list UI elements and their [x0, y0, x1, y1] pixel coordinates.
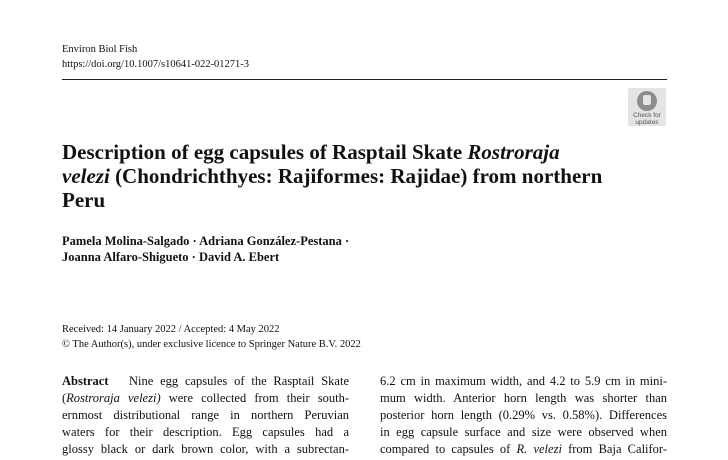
received-accepted: Received: 14 January 2022 / Accepted: 4 May 2022	[62, 324, 280, 335]
abstract-line	[380, 441, 667, 458]
abstract-text: (	[62, 391, 67, 405]
paper-title	[62, 140, 652, 212]
abstract-text: from Baja Califor-	[561, 442, 668, 456]
check-for-updates-badge[interactable]	[628, 88, 666, 126]
abstract-line: waters for their description. Egg capsules had a	[62, 425, 349, 439]
title-part-1: Description of egg capsules of Rasptail Skate	[62, 140, 468, 164]
check-for-updates-icon	[637, 91, 657, 111]
abstract-line: posterior horn length (0.29% vs. 0.58%). Differences	[380, 408, 667, 422]
abstract-line	[62, 373, 349, 390]
journal-header	[62, 42, 249, 72]
abstract-line: mum width. Anterior horn length was shorter than	[380, 391, 667, 405]
abstract-line: glossy black or dark brown color, with a subrectan-	[62, 442, 349, 456]
abstract-line: in egg capsule surface and size were observed when	[380, 425, 667, 439]
abstract-label: Abstract	[62, 374, 109, 388]
abstract-line	[62, 390, 349, 407]
title-italic-genus: Rostroraja	[467, 140, 560, 164]
authors-line-1: Pamela Molina-Salgado · Adriana González-Pestana ·	[62, 234, 350, 248]
abstract-text: Nine egg capsules of the Rasptail Skate	[128, 374, 349, 388]
copyright-notice: © The Author(s), under exclusive licence to Springer Nature B.V. 2022	[62, 339, 361, 350]
abstract-line: 6.2 cm in maximum width, and 4.2 to 5.9 cm in mini-	[380, 374, 667, 388]
abstract-column-2	[380, 373, 667, 458]
species-name: Rostroraja velezi)	[66, 391, 161, 405]
abstract-text: compared to capsules of	[380, 442, 517, 456]
doi-link[interactable]: https://doi.org/10.1007/s10641-022-01271-3	[62, 59, 250, 70]
authors-line-2: Joanna Alfaro-Shigueto · David A. Ebert	[62, 250, 280, 264]
abstract-column-1	[62, 373, 349, 458]
title-part-3: Peru	[62, 188, 106, 212]
abstract-line: ernmost distributional range in northern Peruvian	[62, 408, 349, 422]
publication-dates	[62, 322, 361, 352]
header-rule	[62, 79, 667, 80]
species-name: R. velezi	[516, 442, 562, 456]
badge-line-1: Check for	[633, 112, 661, 119]
title-part-2: (Chondrichthyes: Rajiformes: Rajidae) from northern	[109, 164, 603, 188]
title-italic-species: velezi	[62, 164, 110, 188]
abstract-text: were collected from their south-	[160, 391, 349, 405]
badge-line-2: updates	[635, 119, 659, 126]
journal-name: Environ Biol Fish	[62, 44, 138, 55]
author-list	[62, 233, 402, 265]
